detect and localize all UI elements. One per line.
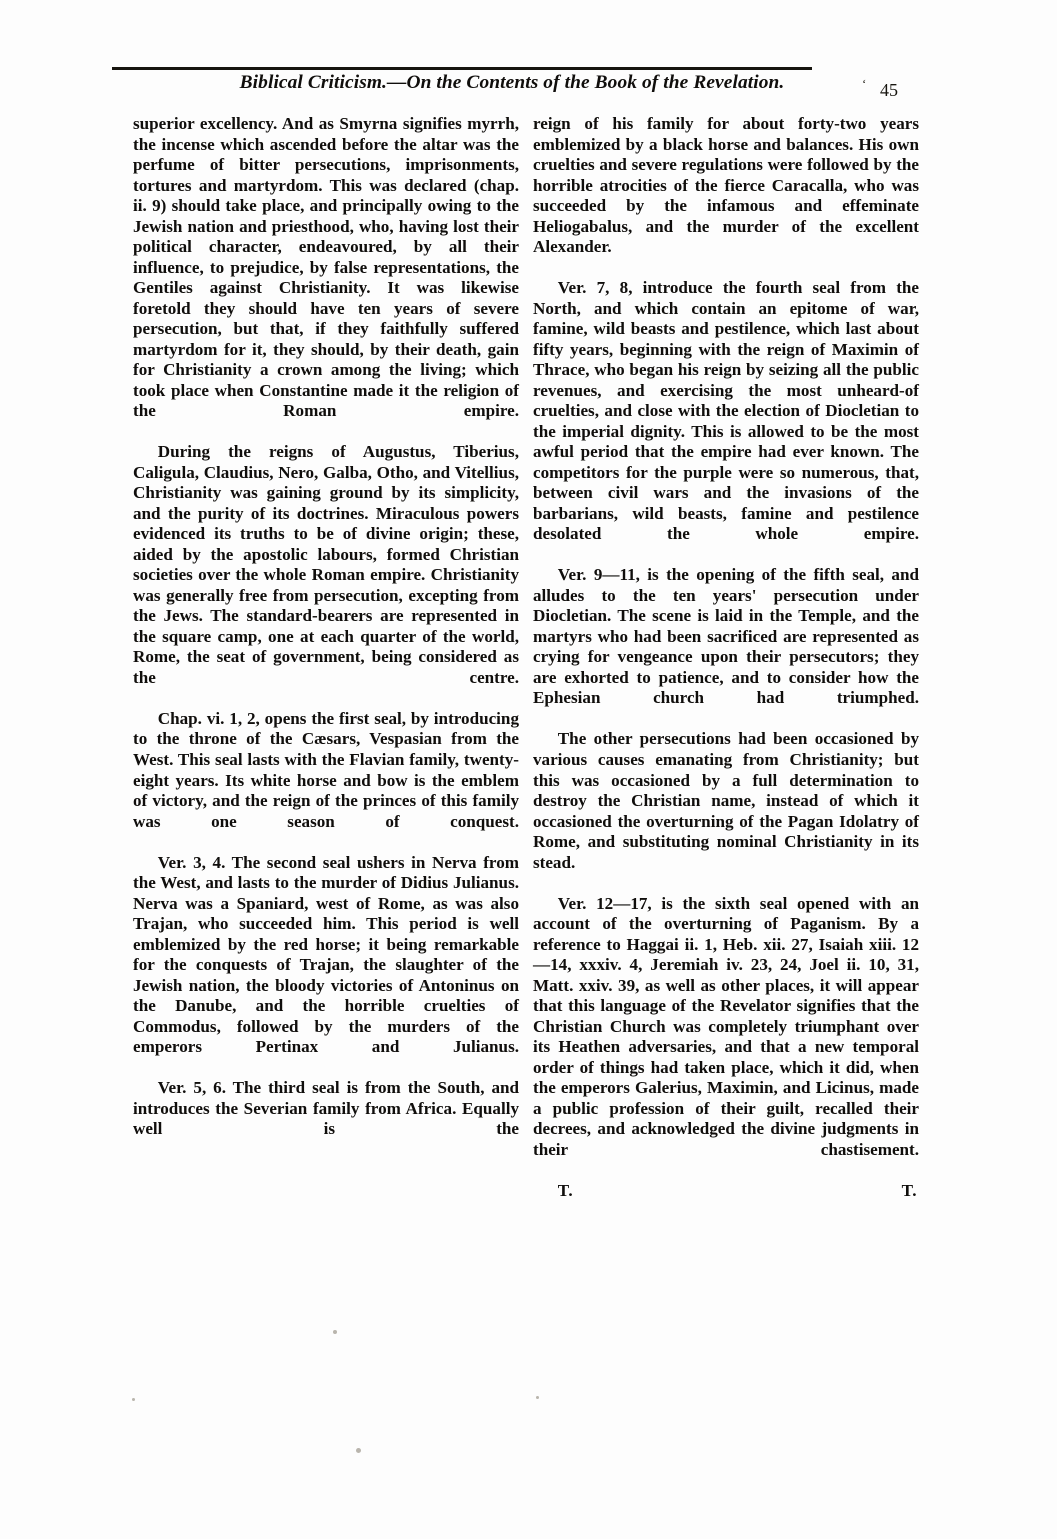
paragraph: Chap. vi. 1, 2, opens the first seal, by introducing to the throne of the Cæsars, Vespasian from the West. This seal lasts with the Flavian family, twenty-eight years. Its white horse and bow is the emblem of victory, and the reign of the princes of this family was one season of conquest.	[133, 708, 519, 831]
running-head: Biblical Criticism.—On the Contents of the Book of the Revelation.	[239, 72, 785, 93]
paragraph: superior excellency. And as Smyrna signifies myrrh, the incense which ascended before the altar was the perfume of bitter persecutions, imprisonments, tortures and martyrdom. This was declared (chap. ii. 9) should take place, and principally owing to the Jewish nation and priesthood, who, having lost their political character, endeavoured, by all their influence, to prejudice, by false representations, the Gentiles against Christianity. It was likewise foretold they should have ten years of severe persecution, but that, if they faithfully suffered martyrdom for it, they should, by their death, gain for Christianity a crown among the living; which took place when Constantine made it the religion of the Roman empire.	[133, 114, 519, 421]
folio-tick-mark: ‘	[862, 76, 867, 91]
scan-speck	[536, 1396, 539, 1399]
paragraph: Ver. 3, 4. The second seal ushers in Nerva from the West, and lasts to the murder of Didius Julianus. Nerva was a Spaniard, west of Rome, as was also Trajan, who succeeded him. This period is well emblemized by the red horse; it being remarkable for the conquests of Trajan, the slaughter of the Jewish nation, the bloody victories of Antoninus on the Danube, and the horrible cruelties of Commodus, followed by the murders of the emperors Pertinax and Julianus.	[133, 852, 519, 1057]
paragraph: During the reigns of Augustus, Tiberius, Caligula, Claudius, Nero, Galba, Otho, and Vitellius, Christianity was gaining ground by its simplicity, and the purity of its doctrines. Miraculous powers evidenced its truths to be of divine origin; these, aided by the apostolic labours, formed Christian societies over the whole Roman empire. Christianity was generally free from persecution, excepting from the Jews. The standard-bearers are represented in the square camp, one at each quarter of the world, Rome, the seat of government, being considered as the centre.	[133, 442, 519, 687]
paragraph: Ver. 7, 8, introduce the fourth seal from the North, and which contain an epitome of war, famine, wild beasts and pestilence, which last about fifty years, beginning with the reign of Maximin of Thrace, who began his reign by seizing all the public revenues, and exercising the most unheard-of cruelties, and close with the election of Diocletian to the imperial dignity. This is allowed to be the most awful period that the empire had ever known. The competitors for the purple were so numerous, that, between civil wars and the invasions of the barbarians, wild beasts, famine and pestilence desolated the whole empire.	[533, 278, 919, 544]
header-rule	[112, 67, 812, 70]
paragraph: Ver. 9—11, is the opening of the fifth seal, and alludes to the ten years' persecution under Diocletian. The scene is laid in the Temple, and the martyrs who had been sacrificed are represented as crying for vengeance upon their persecutors; they are exhorted to patience, and to consider how the Ephesian church had triumphed.	[533, 565, 919, 708]
paragraph: The other persecutions had been occasioned by various causes emanating from Christianity; but this was occasioned by a full determination to destroy the Christian name, instead of which it occasioned the overturning of the Pagan Idolatry of Rome, and substituting nominal Christianity in its stead.	[533, 729, 919, 872]
scan-speck	[333, 1330, 337, 1334]
author-signature: T. T.	[557, 1180, 917, 1200]
scan-speck	[132, 1398, 135, 1401]
paragraph: reign of his family for about forty-two years emblemized by a black horse and balances. His own cruelties and severe regulations were followed by the horrible atrocities of the fierce Caracalla, who was succeeded by the infamous and effeminate Heliogabalus, and the murder of the excellent Alexander.	[533, 114, 919, 257]
page-number: 45	[880, 80, 898, 100]
paragraph: Ver. 5, 6. The third seal is from the South, and introduces the Severian family from Africa. Equally well is the	[133, 1078, 519, 1139]
text-column-right	[533, 114, 919, 1222]
scan-speck	[356, 1448, 361, 1453]
paragraph: Ver. 12—17, is the sixth seal opened with an account of the overturning of Paganism. By a reference to Haggai ii. 1, Heb. xii. 27, Isaiah xiii. 12—14, xxxiv. 4, Jeremiah iv. 23, 24, Joel ii. 10, 31, Matt. xxiv. 39, as well as other places, it will appear that this language of the Revelator signifies that the Christian Church was completely triumphant over its Heathen adversaries, and that a new temporal order of things had taken place, which it did, when the emperors Galerius, Maximin, and Licinus, made a public profession of their guilt, recalled their decrees, and acknowledged the divine judgments in their chastisement.	[533, 893, 919, 1159]
text-column-left	[133, 114, 519, 1160]
